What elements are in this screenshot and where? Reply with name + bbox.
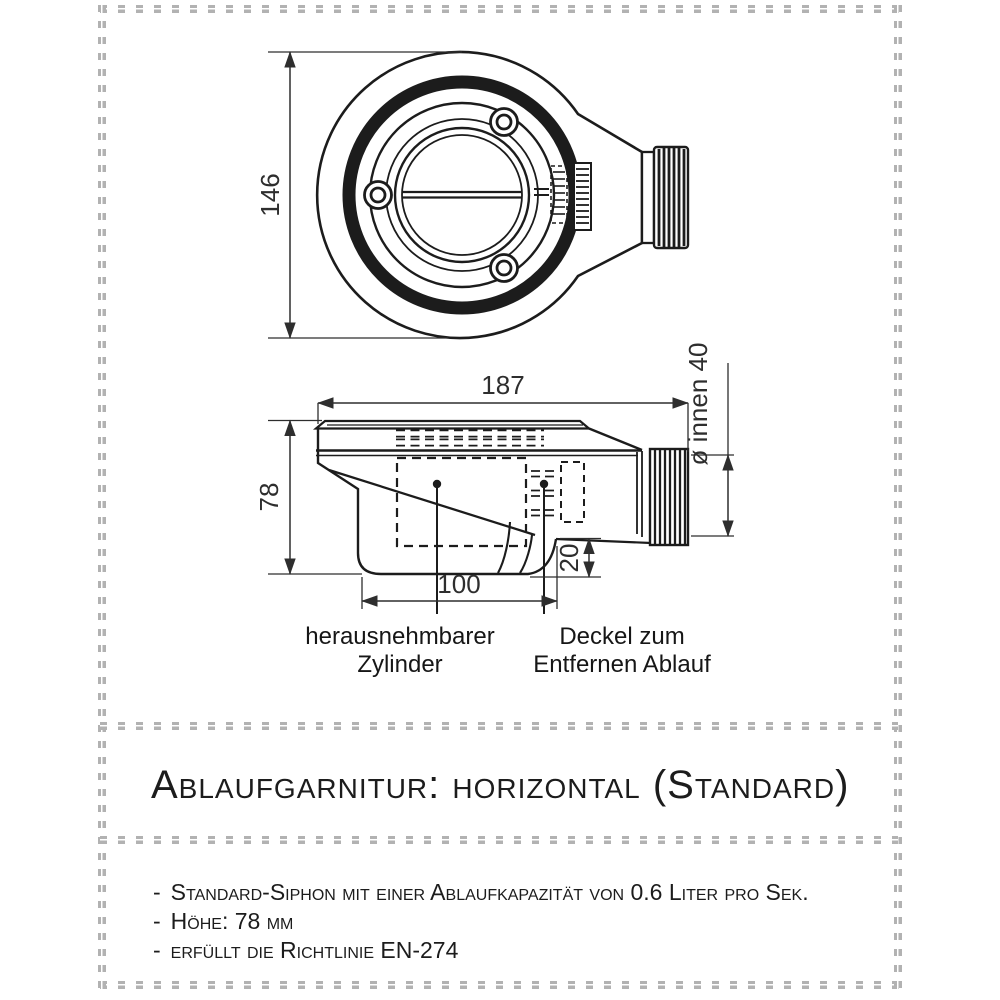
detail-text: Standard-Siphon mit einer Ablaufkapazität von 0.6 Liter pro Sek. [170, 879, 809, 905]
detail-item [153, 936, 809, 965]
callout-cylinder-line1: herausnehmbarer [305, 623, 495, 650]
dimension-outlet-diameter [683, 343, 734, 536]
top-view-drawing [255, 52, 688, 338]
bullet-dash: - [153, 879, 161, 905]
grate-dashes [396, 434, 544, 443]
removable-cylinder-dashed [397, 458, 526, 546]
detail-item [153, 878, 809, 907]
callout-lid-line2: Entfernen Ablauf [533, 651, 711, 678]
callout-labels [305, 623, 711, 678]
detail-text: erfüllt die Richtlinie EN-274 [170, 937, 459, 963]
bullet-dash: - [153, 908, 161, 934]
product-details-list [153, 878, 809, 965]
detail-text: Höhe: 78 mm [170, 908, 294, 934]
dim-146-label: 146 [255, 173, 285, 217]
lid-dashed [531, 462, 584, 522]
callout-lid-line1: Deckel zum [559, 623, 685, 650]
dimension-20 [530, 539, 601, 578]
dim-187-label: 187 [481, 370, 525, 400]
detail-item [153, 907, 809, 936]
dim-100-label: 100 [437, 569, 481, 599]
thread-lines-side-view [655, 450, 685, 544]
dim-outlet-diameter-label: ø innen 40 [683, 342, 713, 466]
side-view-drawing [254, 343, 734, 678]
bullet-dash: - [153, 937, 161, 963]
page-title: Ablaufgarnitur: horizontal (Standard) [151, 763, 850, 807]
dimension-78 [254, 421, 362, 575]
dim-20-label: 20 [554, 543, 584, 573]
callout-cylinder-line2: Zylinder [357, 651, 443, 678]
dim-78-label: 78 [254, 482, 284, 512]
